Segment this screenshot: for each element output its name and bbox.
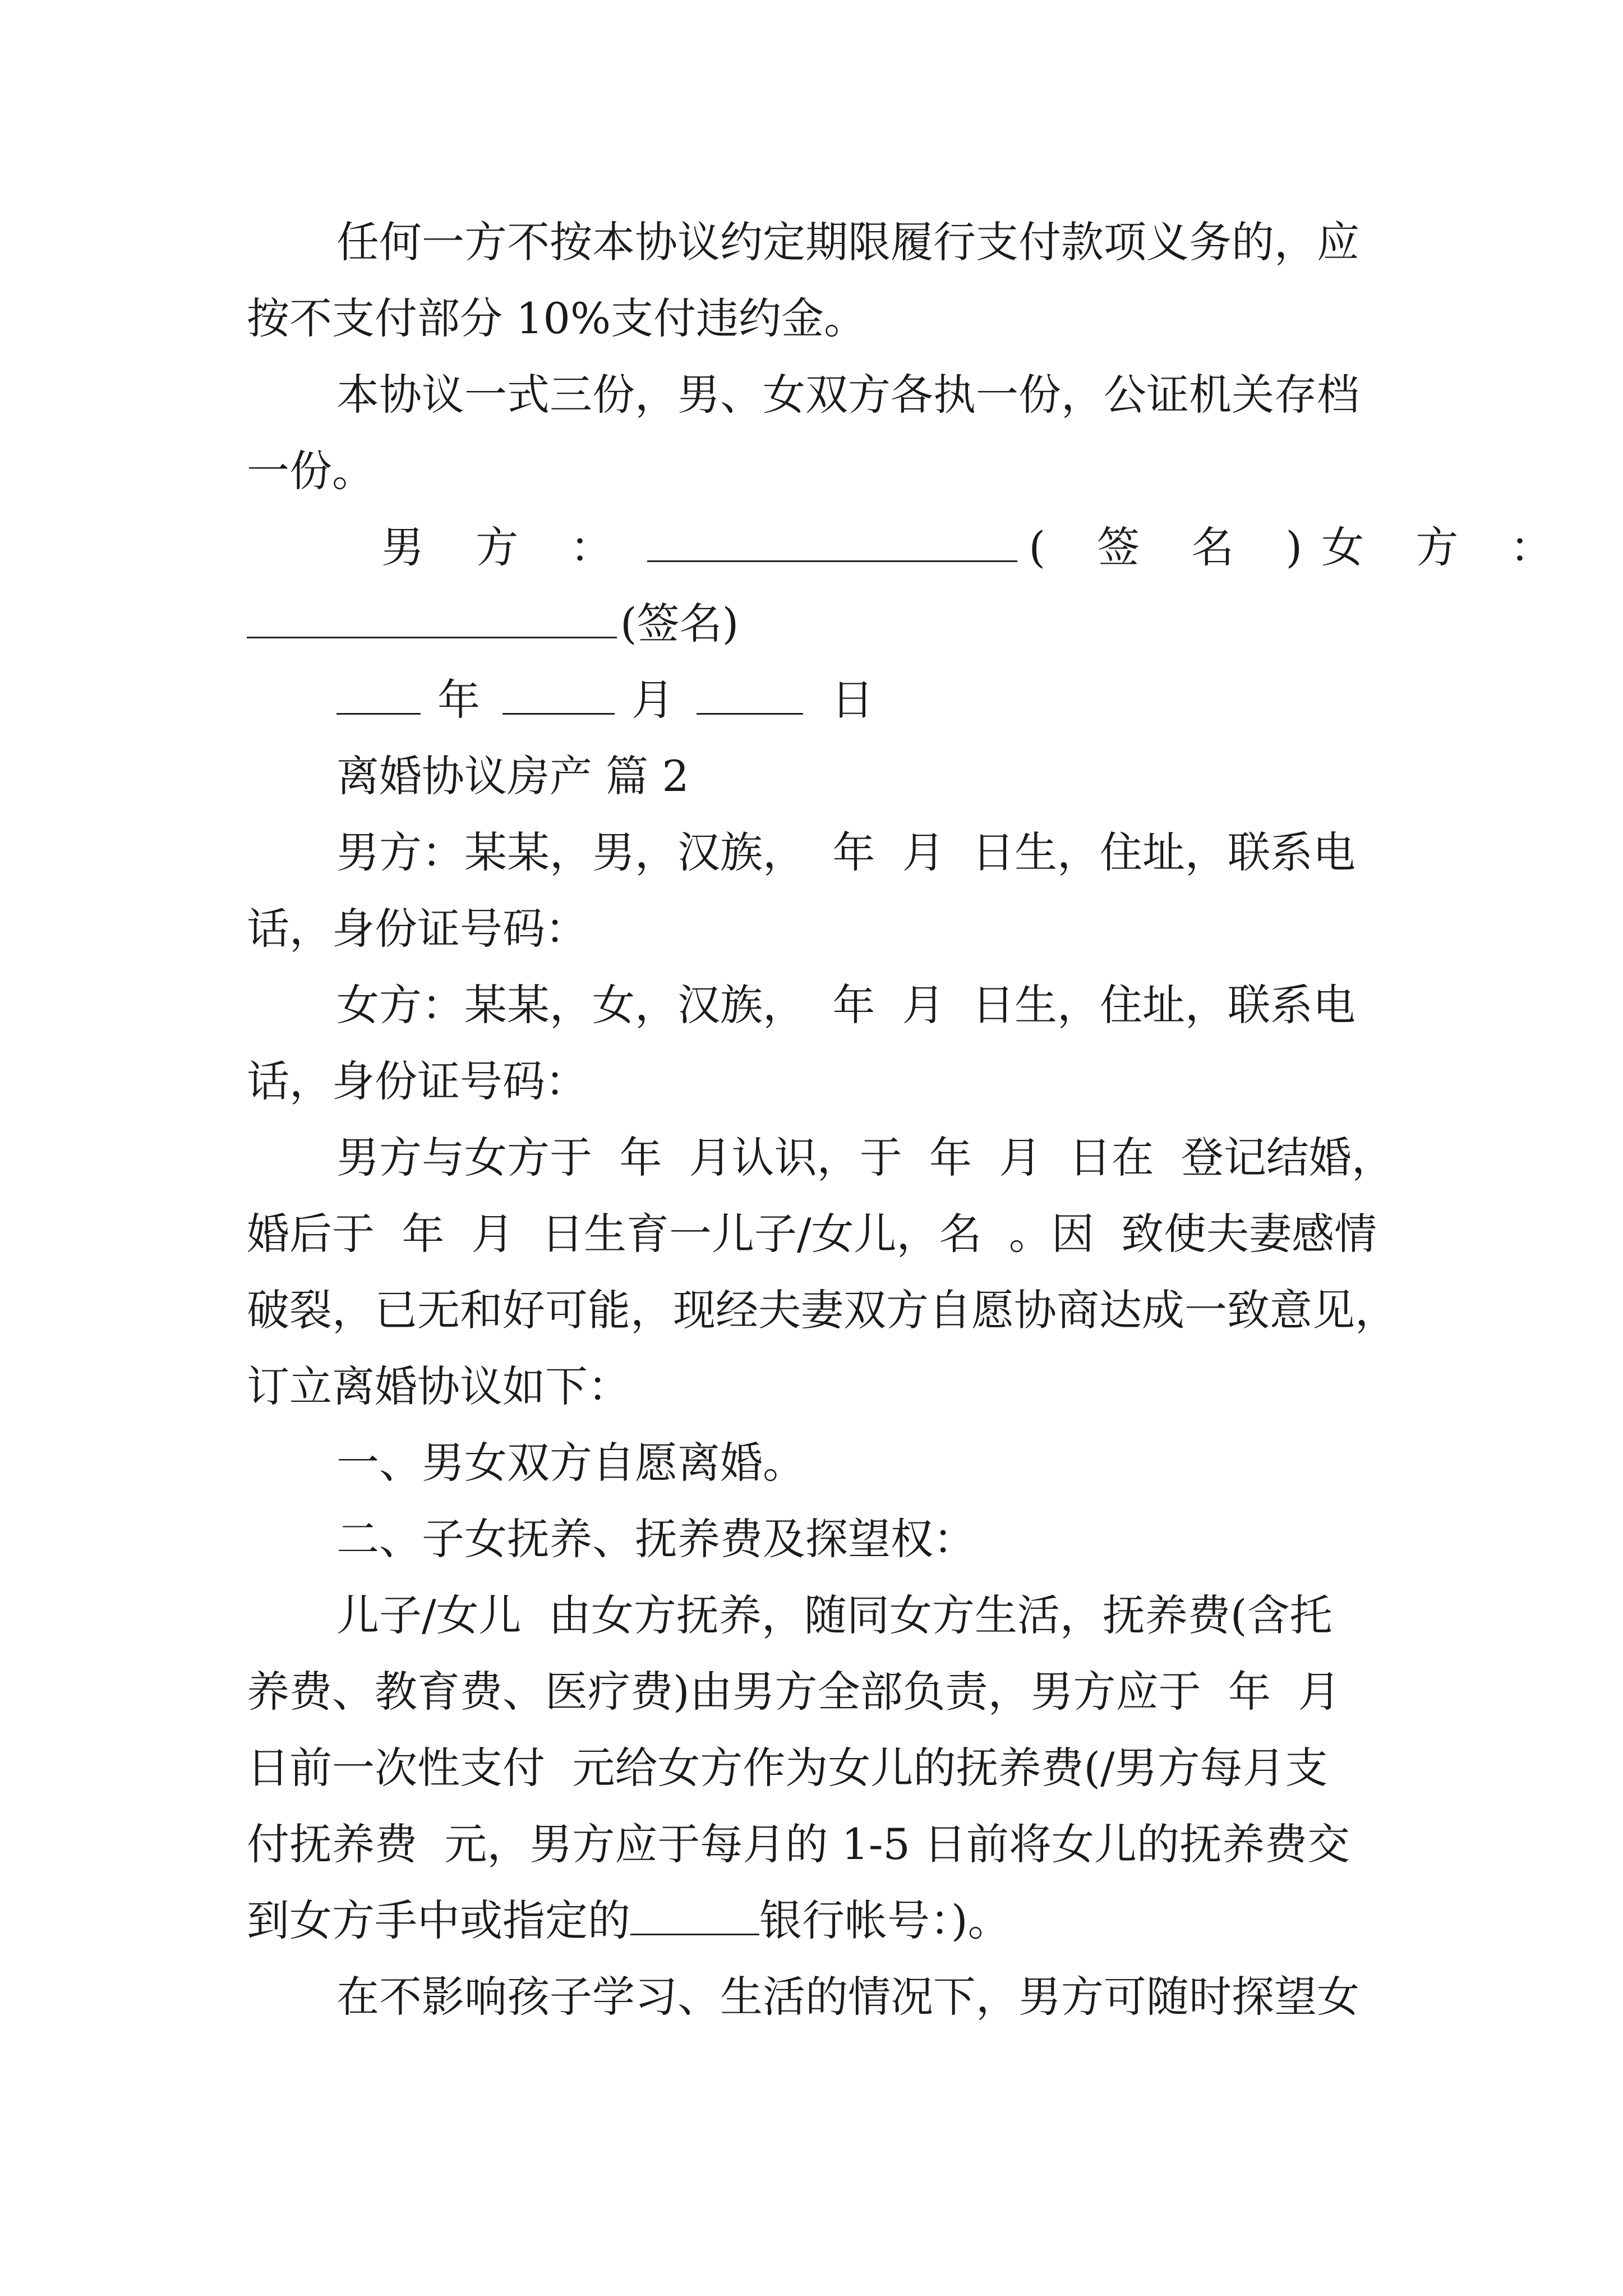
month-label: 月 <box>631 675 674 725</box>
day-blank <box>697 676 803 715</box>
paragraph-penalty-line-2: 按不支付部分 10%支付违约金。 <box>247 293 867 343</box>
custody-line-5 <box>247 1893 1011 1949</box>
intro-line-3: 破裂，已无和好可能，现经夫妻双方自愿协商达成一致意见， <box>247 1285 1398 1335</box>
male-signature-blank <box>647 523 1017 562</box>
custody-line-5-end: 银行帐号：)。 <box>759 1895 1011 1945</box>
clause-1: 一、男女双方自愿离婚。 <box>336 1438 805 1488</box>
year-label: 年 <box>437 675 480 725</box>
custody-line-1: 儿子/女儿 由女方抚养，随同女方生活，抚养费(含托 <box>336 1590 1332 1640</box>
signature-line <box>381 519 1571 576</box>
custody-line-2: 养费、教育费、医疗费)由男方全部负责，男方应于 年 月 <box>247 1667 1341 1717</box>
signature-line-2 <box>247 596 739 652</box>
female-party-label: 女 方 ： <box>1321 522 1572 572</box>
paragraph-penalty-line-1: 任何一方不按本协议约定期限履行支付款项义务的，应 <box>336 217 1359 267</box>
paragraph-copies-line-2: 一份。 <box>247 446 375 496</box>
intro-line-2: 婚后于 年 月 日生育一儿子/女儿，名 。因 致使夫妻感情 <box>247 1209 1377 1259</box>
female-signature-blank <box>247 600 617 638</box>
female-info-line-1: 女方：某某，女，汉族， 年 月 日生，住址，联系电 <box>336 980 1355 1030</box>
bank-account-blank <box>630 1897 759 1935</box>
male-party-label: 男 方 ： <box>381 522 632 572</box>
date-line <box>336 672 874 728</box>
month-blank <box>502 676 615 715</box>
custody-line-4: 付抚养费 元，男方应于每月的 1-5 日前将女儿的抚养费交 <box>247 1819 1350 1869</box>
day-label: 日 <box>831 675 874 725</box>
female-info-line-2: 话，身份证号码： <box>247 1056 588 1106</box>
female-sign-note: (签名) <box>620 599 739 648</box>
visit-line-1: 在不影响孩子学习、生活的情况下，男方可随时探望女 <box>336 1972 1359 2022</box>
intro-line-1: 男方与女方于 年 月认识，于 年 月 日在 登记结婚， <box>336 1133 1394 1182</box>
custody-line-5-start: 到女方手中或指定的 <box>247 1895 630 1945</box>
intro-line-4: 订立离婚协议如下： <box>247 1361 630 1411</box>
male-sign-note: ( 签 名 ) <box>1029 522 1322 572</box>
clause-2: 二、子女抚养、抚养费及探望权： <box>336 1514 976 1564</box>
section-title: 离婚协议房产 篇 2 <box>336 751 689 801</box>
male-info-line-2: 话，身份证号码： <box>247 904 588 954</box>
year-blank <box>336 676 421 715</box>
male-info-line-1: 男方：某某，男，汉族， 年 月 日生，住址，联系电 <box>336 827 1355 877</box>
custody-line-3: 日前一次性支付 元给女方作为女儿的抚养费(/男方每月支 <box>247 1743 1328 1793</box>
paragraph-copies-line-1: 本协议一式三份，男、女双方各执一份，公证机关存档 <box>336 370 1359 420</box>
